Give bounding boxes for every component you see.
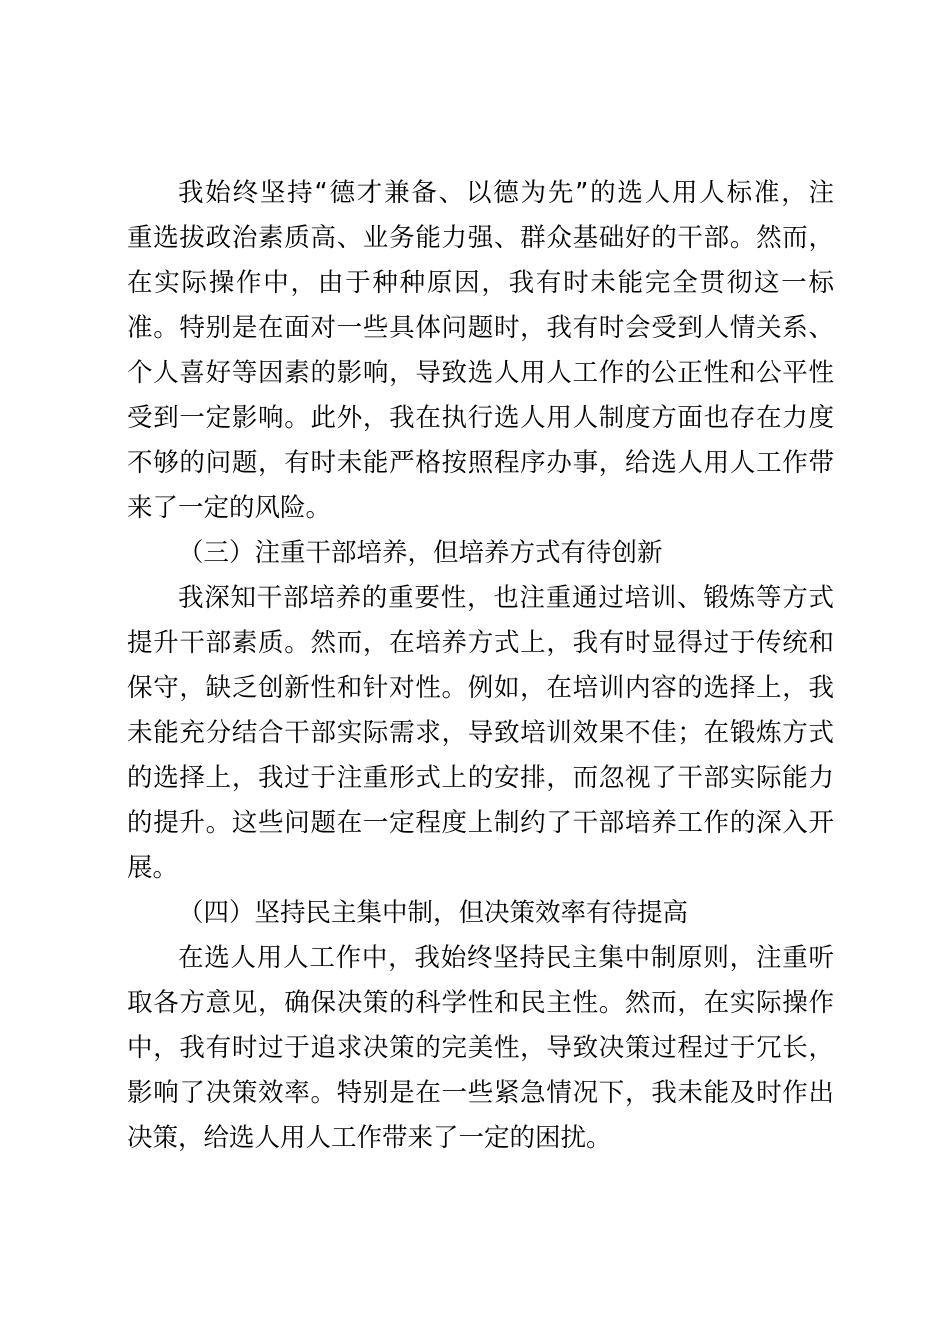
- paragraph-line: 中，我有时过于追求决策的完美性，导致决策过程过于冗长，: [127, 1033, 834, 1063]
- paragraph-line: 在实际操作中，由于种种原因，我有时未能完全贯彻这一标: [127, 268, 834, 298]
- paragraph-line: 提升干部素质。然而，在培养方式上，我有时显得过于传统和: [127, 628, 834, 658]
- paragraph-line: 重选拔政治素质高、业务能力强、群众基础好的干部。然而，: [127, 223, 834, 253]
- paragraph-line: 取各方意见，确保决策的科学性和民主性。然而，在实际操作: [127, 988, 834, 1018]
- paragraph-line: 我深知干部培养的重要性，也注重通过培训、锻炼等方式: [178, 583, 834, 613]
- section-heading: （三）注重干部培养，但培养方式有待创新: [178, 538, 663, 568]
- paragraph-line: 来了一定的风险。: [127, 493, 332, 523]
- paragraph: [127, 171, 834, 531]
- paragraph-line: 的选择上，我过于注重形式上的安排，而忽视了干部实际能力: [127, 763, 834, 793]
- paragraph: [127, 576, 834, 891]
- paragraph-line: 我始终坚持“德才兼备、以德为先”的选人用人标准，注: [178, 178, 834, 208]
- document-body: [127, 171, 834, 1161]
- paragraph-line: 不够的问题，有时未能严格按照程序办事，给选人用人工作带: [127, 448, 834, 478]
- paragraph-line: 决策，给选人用人工作带来了一定的困扰。: [127, 1123, 612, 1153]
- paragraph-line: 展。: [127, 853, 179, 883]
- section-heading: （四）坚持民主集中制，但决策效率有待提高: [178, 898, 689, 928]
- paragraph-line: 保守，缺乏创新性和针对性。例如，在培训内容的选择上，我: [127, 673, 834, 703]
- paragraph-line: 个人喜好等因素的影响，导致选人用人工作的公正性和公平性: [127, 358, 834, 388]
- paragraph-line: 未能充分结合干部实际需求，导致培训效果不佳；在锻炼方式: [127, 718, 834, 748]
- paragraph: [127, 936, 834, 1161]
- paragraph-line: 的提升。这些问题在一定程度上制约了干部培养工作的深入开: [127, 808, 834, 838]
- paragraph-line: 准。特别是在面对一些具体问题时，我有时会受到人情关系、: [127, 313, 834, 343]
- paragraph-line: 受到一定影响。此外，我在执行选人用人制度方面也存在力度: [127, 403, 834, 433]
- paragraph-line: 影响了决策效率。特别是在一些紧急情况下，我未能及时作出: [127, 1078, 834, 1108]
- paragraph-line: 在选人用人工作中，我始终坚持民主集中制原则，注重听: [178, 943, 834, 973]
